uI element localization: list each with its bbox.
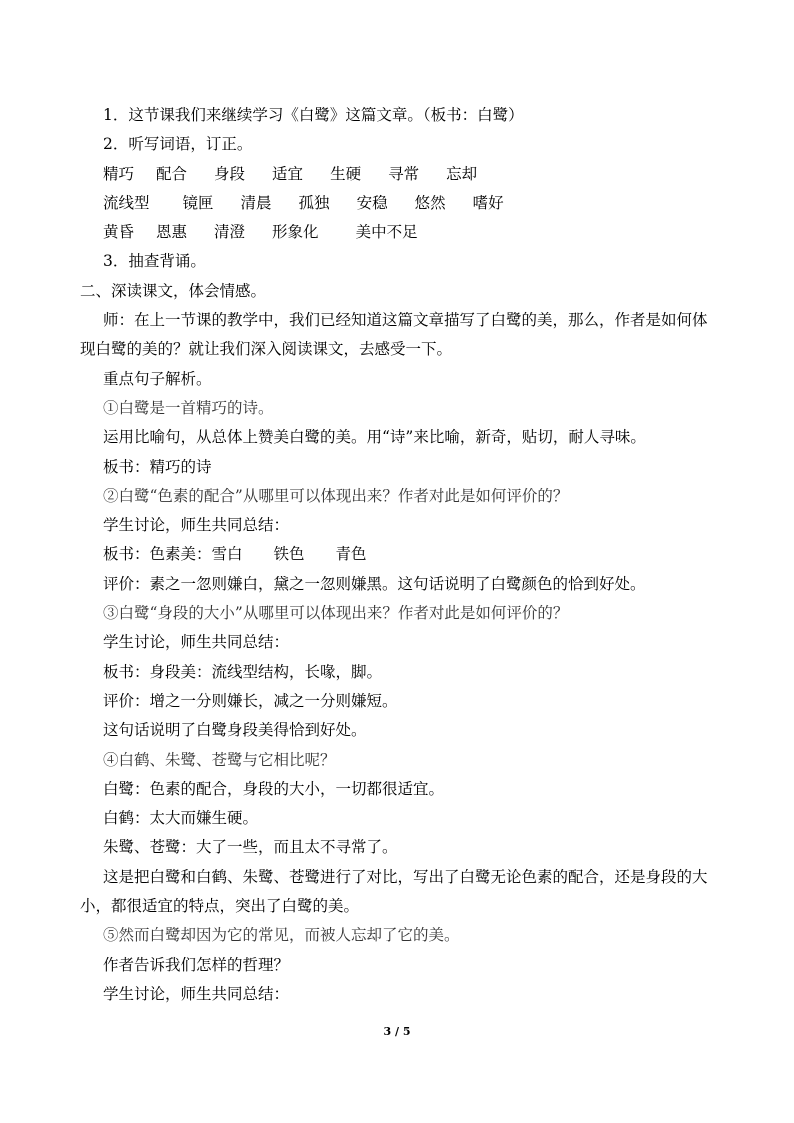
paragraph-teacher-intro: 师：在上一节课的教学中，我们已经知道这篇文章描写了白鹭的美，那么，作者是如何体现白鹭的美的？就让我们深入阅读课文，去感受一下。 xyxy=(80,311,708,359)
word-item: 清澄 xyxy=(214,223,246,242)
word-item: 精巧 xyxy=(103,164,135,183)
paragraph-analysis-1: 运用比喻句，从总体上赞美白鹭的美。用“诗”来比喻，新奇，贴切，耐人寻味。 xyxy=(103,428,646,447)
word-item: 寻常 xyxy=(388,164,420,183)
word-item: 适宜 xyxy=(272,164,304,183)
word-item: 美中不足 xyxy=(355,223,418,242)
paragraph-key-sentences: 重点句子解析。 xyxy=(103,369,212,388)
paragraph-discussion-2: 学生讨论，师生共同总结： xyxy=(103,633,290,652)
word-item: 嗜好 xyxy=(472,193,504,212)
word-item: 镜匣 xyxy=(182,193,214,212)
key-sentence-4: ④白鹤、朱鹭、苍鹭与它相比呢？ xyxy=(103,750,336,769)
word-item: 流线型 xyxy=(103,193,150,212)
key-sentence-5: ⑤然而白鹭却因为它的常见，而被人忘却了它的美。 xyxy=(103,926,460,945)
paragraph-egret: 白鹭：色素的配合，身段的大小，一切都很适宜。 xyxy=(103,779,445,798)
paragraph-discussion-1: 学生讨论，师生共同总结： xyxy=(103,516,290,535)
paragraph-evaluation-2: 评价：增之一分则嫌长，减之一分则嫌短。 xyxy=(103,691,398,710)
word-item: 忘却 xyxy=(446,164,478,183)
paragraph-question: 作者告诉我们怎样的哲理？ xyxy=(103,955,290,974)
paragraph-recitation: 3．抽查背诵。 xyxy=(103,252,206,271)
word-row-1 xyxy=(80,160,720,189)
word-row-3 xyxy=(80,218,720,247)
key-sentence-3: ③白鹭“身段的大小”从哪里可以体现出来？作者对此是如何评价的？ xyxy=(103,604,569,623)
document-body xyxy=(80,101,720,1009)
word-row-2 xyxy=(80,189,720,218)
page-number: 3 / 5 xyxy=(383,1025,411,1038)
word-item: 配合 xyxy=(156,164,188,183)
blackboard-note-2: 板书：色素美：雪白 铁色 青色 xyxy=(103,545,367,564)
paragraph-dictation: 2．听写词语，订正。 xyxy=(103,135,253,154)
word-item: 悠然 xyxy=(414,193,446,212)
word-item: 形象化 xyxy=(272,223,319,242)
word-item: 黄昏 xyxy=(103,223,135,242)
paragraph-crane: 白鹤：太大而嫌生硬。 xyxy=(103,809,259,828)
paragraph-ibis-heron: 朱鹭、苍鹭：大了一些，而且太不寻常了。 xyxy=(103,838,398,857)
blackboard-note-1: 板书：精巧的诗 xyxy=(103,457,212,476)
blackboard-note-3: 板书：身段美：流线型结构，长喙，脚。 xyxy=(103,662,383,681)
section-heading: 二、深读课文，体会情感。 xyxy=(80,281,267,300)
word-item: 清晨 xyxy=(240,193,272,212)
word-item: 身段 xyxy=(214,164,246,183)
paragraph-comparison: 这是把白鹭和白鹤、朱鹭、苍鹭进行了对比，写出了白鹭无论色素的配合，还是身段的大小，都很适宜的特点，突出了白鹭的美。 xyxy=(80,867,708,916)
paragraph-evaluation-1: 评价：素之一忽则嫌白，黛之一忽则嫌黑。这句话说明了白鹭颜色的恰到好处。 xyxy=(103,574,646,593)
word-item: 生硬 xyxy=(330,164,362,183)
paragraph-discussion-3: 学生讨论，师生共同总结： xyxy=(103,984,290,1003)
key-sentence-1: ①白鹭是一首精巧的诗。 xyxy=(103,398,274,417)
word-item: 恩惠 xyxy=(156,223,188,242)
paragraph-conclusion-1: 这句话说明了白鹭身段美得恰到好处。 xyxy=(103,721,367,740)
paragraph-review: 1．这节课我们来继续学习《白鹭》这篇文章。（板书：白鹭） xyxy=(103,106,524,124)
key-sentence-2: ②白鹭“色素的配合”从哪里可以体现出来？作者对此是如何评价的？ xyxy=(103,486,569,505)
word-item: 孤独 xyxy=(298,193,330,212)
word-item: 安稳 xyxy=(356,193,388,212)
